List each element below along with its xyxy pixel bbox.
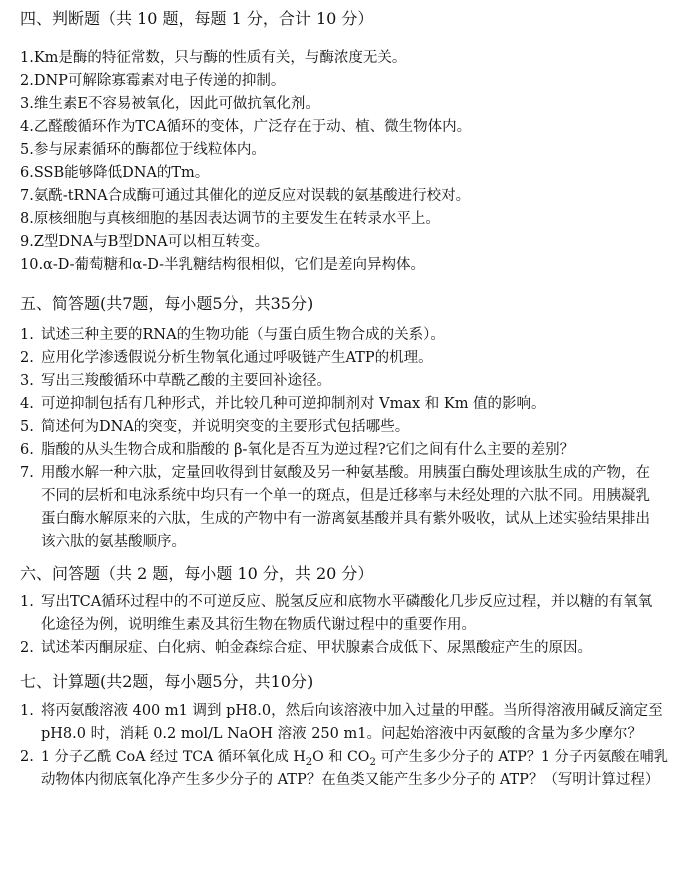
question-number: 6. <box>20 442 34 458</box>
question-number: 3. <box>20 373 34 389</box>
question-number: 1. <box>20 594 34 610</box>
question-text-line: 写出TCA循环过程中的不可逆反应、脱氢反应和底物水平磷酸化几步反应过程，并以糖的有氧氧 <box>41 594 653 610</box>
question-number: 1. <box>20 703 34 719</box>
question-number: 5. <box>20 419 34 435</box>
question-number: 2. <box>20 749 34 765</box>
section-heading: 五、简答题(共7题，每小题5分，共35分) <box>20 294 314 313</box>
question-text: 应用化学渗透假说分析生物氧化通过呼吸链产生ATP的机理。 <box>41 350 433 366</box>
tf-item-8: 8.原核细胞与真核细胞的基因表达调节的主要发生在转录水平上。 <box>20 211 440 227</box>
section-heading: 七、计算题(共2题，每小题5分，共10分) <box>20 672 314 691</box>
section-heading: 四、判断题（共 10 题，每题 1 分，合计 10 分） <box>20 9 374 28</box>
question-text-line: 用酸水解一种六肽，定量回收得到甘氨酸及另一种氨基酸。用胰蛋白酶处理该肽生成的产物，在 <box>41 465 650 481</box>
text-fragment: 可产生多少分子的 ATP？1 分子丙氨酸在哺乳 <box>375 749 669 765</box>
tf-item-7: 7.氨酰-tRNA合成酶可通过其催化的逆反应对误载的氨基酸进行校对。 <box>20 188 471 204</box>
tf-item-3: 3.维生素E不容易被氧化，因此可做抗氧化剂。 <box>20 96 320 112</box>
tf-item-10: 10.α-D-葡萄糖和α-D-半乳糖结构很相似，它们是差向异构体。 <box>20 257 426 273</box>
tf-item-5: 5.参与尿素循环的酶都位于线粒体内。 <box>20 142 266 158</box>
question-text-line: 化途径为例，说明维生素及其衍生物在物质代谢过程中的重要作用。 <box>41 617 476 633</box>
question-text-line: 将丙氨酸溶液 400 m1 调到 pH8.0，然后向该溶液中加入过量的甲醛。当所得溶液用碱反滴定至 <box>41 703 663 719</box>
question-text: 简述何为DNA的突变，并说明突变的主要形式包括哪些。 <box>41 419 410 435</box>
question-text-line: 该六肽的氨基酸顺序。 <box>41 534 186 550</box>
question-text-line <box>41 747 668 767</box>
question-text-line: 动物体内彻底氧化净产生多少分子的 ATP？在鱼类又能产生多少分子的 ATP？（写明计算过程） <box>41 772 660 788</box>
question-number: 4. <box>20 396 34 412</box>
question-number: 2. <box>20 350 34 366</box>
tf-item-9: 9.Z型DNA与B型DNA可以相互转变。 <box>20 234 270 250</box>
subscript: 2 <box>305 756 313 768</box>
tf-item-1: 1.Km是酶的特征常数，只与酶的性质有关，与酶浓度无关。 <box>20 50 407 66</box>
question-number: 1. <box>20 327 34 343</box>
question-text: 脂酸的从头生物合成和脂酸的 β-氧化是否互为逆过程?它们之间有什么主要的差别？ <box>41 442 575 458</box>
question-text-line: 不同的层析和电泳系统中均只有一个单一的斑点，但是迁移率与未经处理的六肽不同。用胰凝乳 <box>41 488 650 504</box>
question-text: 试述苯丙酮尿症、白化病、帕金森综合症、甲状腺素合成低下、尿黑酸症产生的原因。 <box>41 640 592 656</box>
subscript: 2 <box>369 756 376 768</box>
tf-item-4: 4.乙醛酸循环作为TCA循环的变体，广泛存在于动、植、微生物体内。 <box>20 119 472 135</box>
question-number: 2. <box>20 640 34 656</box>
text-fragment: 1 分子乙酰 CoA 经过 TCA 循环氧化成 H <box>41 749 306 765</box>
question-text: 可逆抑制包括有几种形式，并比较几种可逆抑制剂对 Vmax 和 Km 值的影响。 <box>41 396 546 412</box>
question-text: 写出三羧酸循环中草酰乙酸的主要回补途径。 <box>41 373 331 389</box>
text-fragment: O 和 CO <box>312 749 370 765</box>
tf-item-6: 6.SSB能够降低DNA的Tm。 <box>20 165 210 181</box>
section-heading: 六、问答题（共 2 题，每小题 10 分，共 20 分） <box>20 564 374 583</box>
question-text: 试述三种主要的RNA的生物功能（与蛋白质生物合成的关系）。 <box>41 327 445 343</box>
question-text-line: pH8.0 时，消耗 0.2 mol/L NaOH 溶液 250 m1。问起始溶液中丙氨酸的含量为多少摩尔？ <box>41 726 642 742</box>
question-text-line: 蛋白酶水解原来的六肽，生成的产物中有一游离氨基酸并具有紫外吸收，试从上述实验结果排出 <box>41 511 650 527</box>
question-number: 7. <box>20 465 34 481</box>
tf-item-2: 2.DNP可解除寡霉素对电子传递的抑制。 <box>20 73 286 89</box>
